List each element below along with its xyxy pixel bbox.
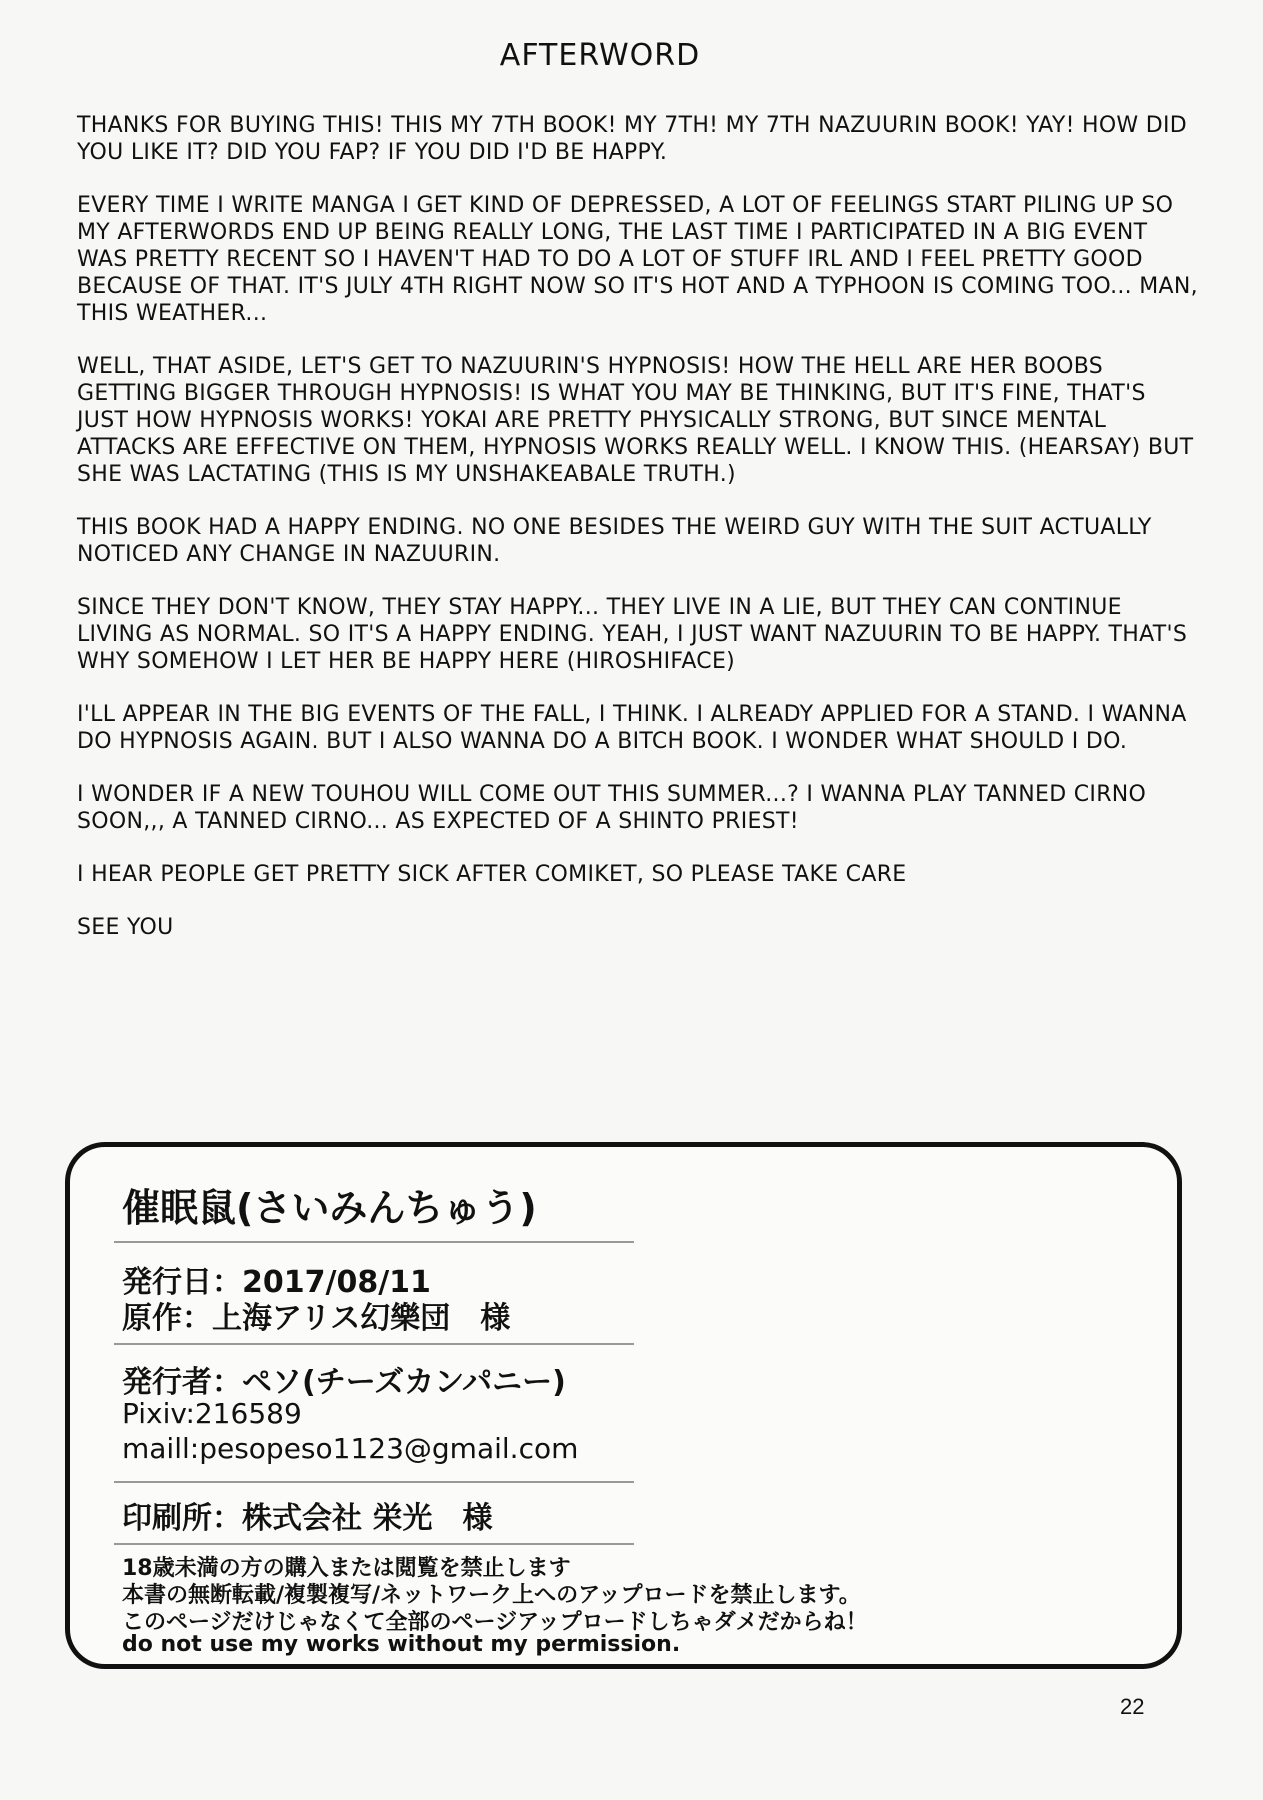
notice-age: 18歳未満の方の購入または閲覧を禁止します (122, 1556, 571, 1581)
afterword-paragraph: I'LL APPEAR IN THE BIG EVENTS OF THE FALL, I THINK. I ALREADY APPLIED FOR A STAND. I WANNA DO HYPNOSIS AGAIN. BUT I ALSO WANNA DO A BITCH BOOK. I WONDER WHAT SHOULD I DO. (77, 702, 1187, 754)
afterword-paragraph: EVERY TIME I WRITE MANGA I GET KIND OF DEPRESSED, A LOT OF FEELINGS START PILING UP SO MY AFTERWORDS END UP BEING REALLY LONG, THE LAST TIME I PARTICIPATED IN A BIG EVENT WAS PRETTY RECENT SO I HAVEN'T HAD TO DO A LOT OF STUFF IRL AND I FEEL PRETTY GOOD BECAUSE OF THAT. IT'S JULY 4TH RIGHT NOW SO IT'S HOT AND A TYPHOON IS COMING TOO... MAN, THIS WEATHER... (77, 193, 1198, 326)
book-title: 催眠鼠(さいみんちゅう) (122, 1186, 537, 1230)
afterword-body (77, 112, 1202, 967)
afterword-paragraph: I HEAR PEOPLE GET PRETTY SICK AFTER COMIKET, SO PLEASE TAKE CARE (77, 862, 907, 887)
afterword-paragraph: SINCE THEY DON'T KNOW, THEY STAY HAPPY... THEY LIVE IN A LIE, BUT THEY CAN CONTINUE LIVING AS NORMAL. SO IT'S A HAPPY ENDING. YEAH, I JUST WANT NAZUURIN TO BE HAPPY. THAT'S WHY SOMEHOW I LET HER BE HAPPY HERE (HIROSHIFACE) (77, 595, 1188, 674)
notice-permission: do not use my works without my permission. (122, 1632, 681, 1657)
publisher: 発行者：ペソ(チーズカンパニー) (122, 1365, 566, 1400)
afterword-paragraph: I WONDER IF A NEW TOUHOU WILL COME OUT THIS SUMMER...? I WANNA PLAY TANNED CIRNO SOON,,, A TANNED CIRNO... AS EXPECTED OF A SHINTO PRIEST! (77, 782, 1147, 834)
original-work: 原作：上海アリス幻樂団 様 (122, 1301, 511, 1336)
printer: 印刷所：株式会社 栄光 様 (122, 1501, 493, 1536)
divider (114, 1241, 634, 1243)
notice-copy: 本書の無断転載/複製複写/ネットワーク上へのアップロードを禁止します。 (122, 1583, 861, 1608)
page-number: 22 (1120, 1694, 1145, 1719)
divider (114, 1481, 634, 1483)
afterword-paragraph: SEE YOU (77, 915, 174, 940)
notice-upload: このページだけじゃなくて全部のページアップロードしちゃダメだからね！ (122, 1610, 868, 1635)
publish-date: 発行日：2017/08/11 (122, 1265, 431, 1300)
afterword-paragraph: THANKS FOR BUYING THIS! THIS MY 7TH BOOK! MY 7TH! MY 7TH NAZUURIN BOOK! YAY! HOW DID YOU LIKE IT? DID YOU FAP? IF YOU DID I'D BE HAPPY. (77, 113, 1188, 165)
divider (114, 1343, 634, 1345)
divider (114, 1543, 634, 1545)
afterword-paragraph: WELL, THAT ASIDE, LET'S GET TO NAZUURIN'S HYPNOSIS! HOW THE HELL ARE HER BOOBS GETTING BIGGER THROUGH HYPNOSIS! IS WHAT YOU MAY BE THINKING, BUT IT'S FINE, THAT'S JUST HOW HYPNOSIS WORKS! YOKAI ARE PRETTY PHYSICALLY STRONG, BUT SINCE MENTAL ATTACKS ARE EFFECTIVE ON THEM, HYPNOSIS WORKS REALLY WELL. I KNOW THIS. (HEARSAY) BUT SHE WAS LACTATING (THIS IS MY UNSHAKEABALE TRUTH.) (77, 354, 1194, 487)
page-title: AFTERWORD (499, 38, 701, 73)
contact-email: maill:pesopeso1123@gmail.com (122, 1432, 579, 1465)
afterword-paragraph: THIS BOOK HAD A HAPPY ENDING. NO ONE BESIDES THE WEIRD GUY WITH THE SUIT ACTUALLY NOTICED ANY CHANGE IN NAZUURIN. (77, 515, 1152, 567)
pixiv-id: Pixiv:216589 (122, 1397, 302, 1430)
colophon-box (65, 1142, 1182, 1669)
